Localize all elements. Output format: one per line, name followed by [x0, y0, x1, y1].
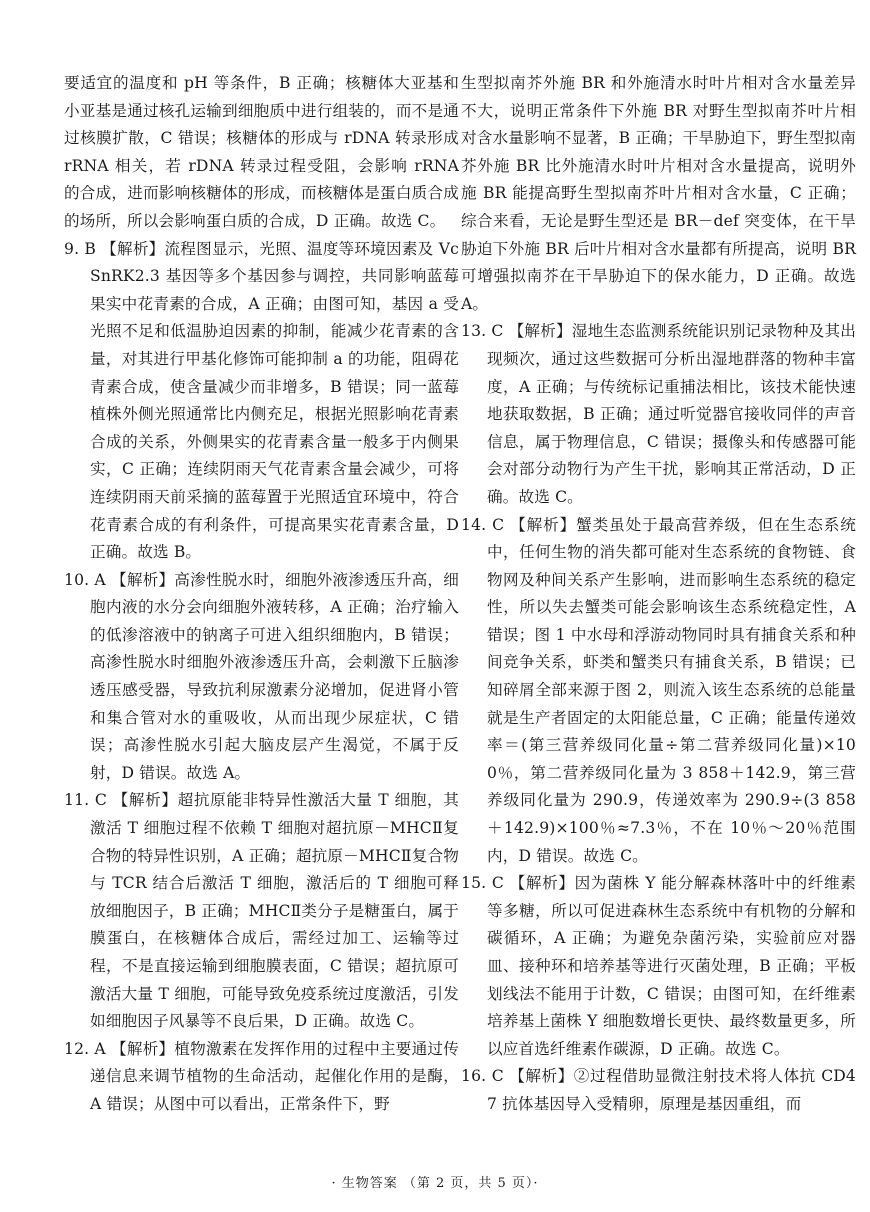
- answer-15: 15. C 【解析】因为菌株 Y 能分解森林落叶中的纤维素等多糖，所以可促进森林生态系统中有机物的分解和碳循环，A 正确；为避免杂菌污染，实验前应对器皿、接种环和培养基等进行灭菌处理，B 正确；平板划线法不能用于计数，C 错误；由图可知，在纤维素培养基上菌株 Y 细胞数增长更快、最终数量更多，所以应首选纤维素作碳源，D 正确。故选 C。: [461, 874, 856, 1058]
- left-column: [64, 70, 459, 1119]
- answer-14: 14. C 【解析】蟹类虽处于最高营养级，但在生态系统中，任何生物的消失都可能对生态系统的食物链、食物网及种间关系产生影响，进而影响生态系统的稳定性，所以失去蟹类可能会影响该生态系统稳定性，A 错误；图 1 中水母和浮游动物同时具有捕食关系和种间竞争关系，虾类和蟹类只有捕食关系，B 错误；已知碎屑全部来源于图 2，则流入该生态系统的总能量就是生产者固定的太阳能总量，C 正确；能量传递效率＝(第三营养级同化量÷第二营养级同化量)×100％，第二营养级同化量为 3 858＋142.9，第三营养级同化量为 290.9，传递效率为 290.9÷(3 858＋142.9)×100％≈7.3％，不在 10％～20％范围内，D 错误。故选 C。: [461, 515, 856, 865]
- answer-9: 9. B 【解析】流程图显示，光照、温度等环境因素及 VcSnRK2.3 基因等多个基因参与调控，共同影响蓝莓果实中花青素的合成，A 正确；由图可知，基因 a 受光照不足和低温胁迫因素的抑制，能减少花青素的含量，对其进行甲基化修饰可能抑制 a 的功能，阻碍花青素合成，使含量减少而非增多，B 错误；同一蓝莓植株外侧光照通常比内侧充足，根据光照影响花青素合成的关系，外侧果实的花青素含量一般多于内侧果实，C 正确；连续阴雨天气花青素含量会减少，可将连续阴雨天前采摘的蓝莓置于光照适宜环境中，符合花青素合成的有利条件，可提高果实花青素含量，D 正确。故选 B。: [64, 239, 459, 562]
- answer-8-continued: 要适宜的温度和 pH 等条件，B 正确；核糖体大亚基和小亚基是通过核孔运输到细胞质中进行组装的，而不是通过核膜扩散，C 错误；核糖体的形成与 rDNA 转录形成 rRNA 相关，若 rDNA 转录过程受阻，会影响 rRNA 的合成，进而影响核糖体的形成，而核糖体是蛋白质合成的场所，所以会影响蛋白质的合成，D 正确。故选 C。: [64, 74, 459, 230]
- answer-13: 13. C 【解析】湿地生态监测系统能识别记录物种及其出现频次，通过这些数据可分析出湿地群落的物种丰富度，A 正确；与传统标记重捕法相比，该技术能快速地获取数据，B 正确；通过听觉器官接收同伴的声音信息，属于物理信息，C 错误；摄像头和传感器可能会对部分动物行为产生干扰，影响其正常活动，D 正确。故选 C。: [461, 322, 856, 506]
- answer-11: 11. C 【解析】超抗原能非特异性激活大量 T 细胞，其激活 T 细胞过程不依赖 T 细胞对超抗原－MHCⅡ复合物的特异性识别，A 正确；超抗原－MHCⅡ复合物与 TCR 结合后激活 T 细胞，激活后的 T 细胞可释放细胞因子，B 正确；MHCⅡ类分子是糖蛋白，属于膜蛋白，在核糖体合成后，需经过加工、运输等过程，不是直接运输到细胞膜表面，C 错误；超抗原可激活大量 T 细胞，可能导致免疫系统过度激活，引发如细胞因子风暴等不良后果，D 正确。故选 C。: [64, 791, 459, 1031]
- answer-12: 12. A 【解析】植物激素在发挥作用的过程中主要通过传递信息来调节植物的生命活动，起催化作用的是酶，A 错误；从图中可以看出，正常条件下，野: [64, 1039, 459, 1113]
- answer-10: 10. A 【解析】高渗性脱水时，细胞外液渗透压升高，细胞内液的水分会向细胞外液转移，A 正确；治疗输入的低渗溶液中的钠离子可进入组织细胞内，B 错误；高渗性脱水时细胞外液渗透压升高，会刺激下丘脑渗透压感受器，导致抗利尿激素分泌增加，促进肾小管和集合管对水的重吸收，从而出现少尿症状，C 错误；高渗性脱水引起大脑皮层产生渴觉，不属于反射，D 错误。故选 A。: [64, 570, 459, 782]
- page-footer: · 生物答案 （第 2 页，共 5 页）·: [331, 1176, 539, 1191]
- answer-16: 16. C 【解析】②过程借助显微注射技术将人体抗 CD47 抗体基因导入受精卵，原理是基因重组，而: [461, 1067, 856, 1113]
- right-column: [461, 70, 856, 1119]
- answer-12-continued: 生型拟南芥外施 BR 和外施清水时叶片相对含水量差异不大，说明正常条件下外施 BR 对野生型拟南芥叶片相对含水量影响不显著，B 正确；干旱胁迫下，野生型拟南芥外施 BR 比外施清水时叶片相对含水量提高，说明外施 BR 能提高野生型拟南芥叶片相对含水量，C 正确；综合来看，无论是野生型还是 BR－def 突变体，在干旱胁迫下外施 BR 后叶片相对含水量都有所提高，说明 BR 可增强拟南芥在干旱胁迫下的保水能力，D 正确。故选 A。: [461, 74, 856, 313]
